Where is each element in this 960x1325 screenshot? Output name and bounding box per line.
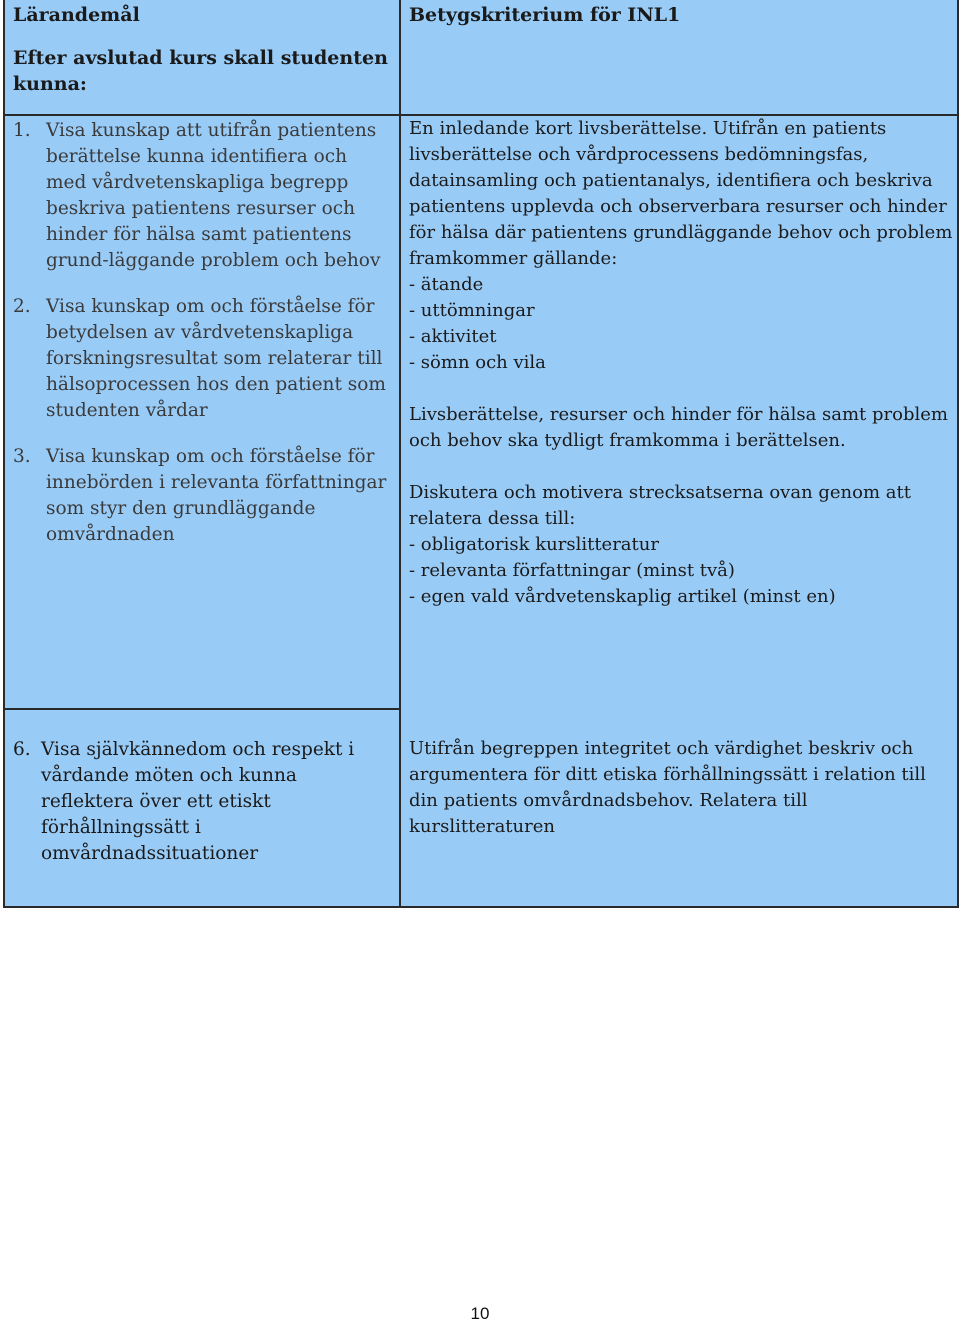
grading-criteria-title: Betygskriterium för INL1	[409, 4, 681, 26]
criteria-table	[3, 0, 959, 908]
objective-item	[13, 118, 393, 274]
objectives-list	[13, 118, 393, 548]
objective-item	[13, 737, 393, 867]
ethics-criteria-text: Utifrån begreppen integritet och värdighet beskriv och argumentera för ditt etiska förhållningssätt i relation till din patients omvårdnadsbehov. Relatera till kurslitteraturen	[409, 738, 926, 837]
row-divider-left	[5, 708, 399, 710]
column-divider	[399, 0, 401, 906]
criteria-discuss: Diskutera och motivera strecksatserna ovan genom att relatera dessa till:	[409, 482, 911, 529]
objective-text: Visa självkännedom och respekt i vårdande möten och kunna reflektera över ett etiskt förhållningssätt i omvårdnadssituationer	[41, 739, 355, 864]
criteria-area-item: - uttömningar	[409, 300, 535, 321]
objective-number: 6.	[13, 739, 31, 760]
objective-number: 3.	[13, 446, 31, 467]
objective-number: 2.	[13, 296, 31, 317]
objective-item	[13, 294, 393, 424]
page-number: 10	[470, 1304, 490, 1323]
criteria-body	[409, 116, 954, 610]
criteria-source-item: - obligatorisk kurslitteratur	[409, 534, 659, 555]
learning-goals-header	[13, 2, 393, 97]
criteria-area-item: - sömn och vila	[409, 352, 546, 373]
criteria-sources	[409, 532, 954, 610]
ethics-criteria	[409, 736, 949, 840]
objective-number: 1.	[13, 120, 31, 141]
objective-text: Visa kunskap om och förståelse för betydelsen av vårdvetenskapliga forskningsresultat som relaterar till hälsoprocessen hos den patient som studenten vårdar	[46, 296, 386, 421]
learning-goals-subtitle: Efter avslutad kurs skall studenten kunna:	[13, 47, 388, 95]
criteria-source-item: - egen vald vårdvetenskaplig artikel (minst en)	[409, 586, 836, 607]
criteria-areas	[409, 272, 954, 376]
objective-text: Visa kunskap om och förståelse för innebörden i relevanta författningar som styr den grundläggande omvårdnaden	[46, 446, 387, 545]
criteria-area-item: - ätande	[409, 274, 484, 295]
criteria-area-item: - aktivitet	[409, 326, 497, 347]
objective-text: Visa kunskap att utifrån patientens berättelse kunna identifiera och med vårdvetenskapliga begrepp beskriva patientens resurser och hinder för hälsa samt patientens grund-läggande problem och behov	[46, 120, 381, 271]
objective-item	[13, 444, 393, 548]
criteria-clarity: Livsberättelse, resurser och hinder för hälsa samt problem och behov ska tydligt framkomma i berättelsen.	[409, 404, 948, 451]
criteria-source-item: - relevanta författningar (minst två)	[409, 560, 735, 581]
learning-goals-title: Lärandemål	[13, 4, 140, 26]
grading-criteria-header	[409, 2, 949, 28]
criteria-intro: En inledande kort livsberättelse. Utifrån en patients livsberättelse och vårdprocessens bedömningsfas, datainsamling och patientanalys, identifiera och beskriva patientens upplevda och observerbara resurser och hinder för hälsa där patientens grundläggande behov och problem framkommer gällande:	[409, 118, 953, 269]
objective-six	[13, 737, 393, 867]
